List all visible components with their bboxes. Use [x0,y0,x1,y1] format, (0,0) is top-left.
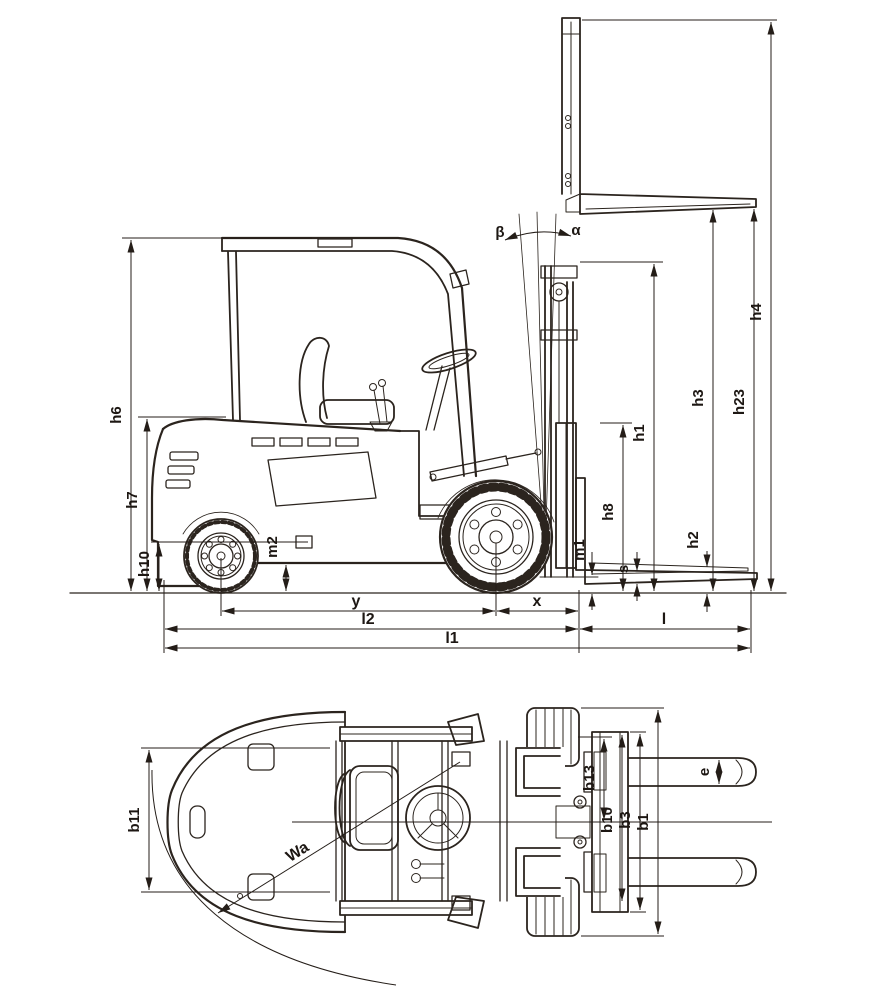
dim-label-b3: b3 [617,811,634,829]
dim-label-b1: b1 [635,813,652,831]
dim-l1 [165,630,750,648]
dim-label-b13: b13 [581,765,598,791]
dim-wa [218,762,460,913]
dim-label-y: y [351,593,361,610]
dim-label-l: l [661,611,667,628]
dim-e [696,760,719,784]
dim-label-b10: b10 [599,807,616,833]
raised-fork [562,18,756,214]
dim-label-m2: m2 [264,536,281,558]
dim-label-e: e [696,767,713,777]
dim-label-x: x [532,593,542,610]
dim-label-h6: h6 [108,406,125,424]
overhead-guard-plan [336,714,484,928]
dim-label-h8: h8 [600,503,617,521]
dim-l [580,590,751,653]
dim-x [497,590,579,653]
dim-h1 [580,262,663,591]
dim-s [615,552,637,601]
tilt-cylinder [430,449,541,481]
steering-wheel-plan [406,786,470,850]
dim-label-h3: h3 [690,389,707,407]
dim-label-h2: h2 [685,531,702,549]
dim-label-b11: b11 [126,807,143,833]
dim-label-s: s [615,564,632,574]
dim-label-l2: l2 [361,611,375,628]
levers-plan [412,860,445,883]
dim-label-h23: h23 [731,389,748,415]
dim-label-h4: h4 [748,303,765,321]
dim-h23 [731,209,754,591]
dim-label-h10: h10 [136,551,153,577]
plan-view [126,708,772,985]
fork-lowered [576,478,757,584]
dim-label-beta: β [495,224,505,241]
dim-m1 [571,539,592,610]
side-view [70,18,786,653]
dim-label-m1: m1 [571,539,588,561]
dim-label-l1: l1 [445,630,459,647]
dim-label-alpha: α [571,222,581,239]
dim-label-h7: h7 [124,491,141,509]
dim-label-wa: Wa [283,838,313,866]
dim-label-h1: h1 [631,424,648,442]
